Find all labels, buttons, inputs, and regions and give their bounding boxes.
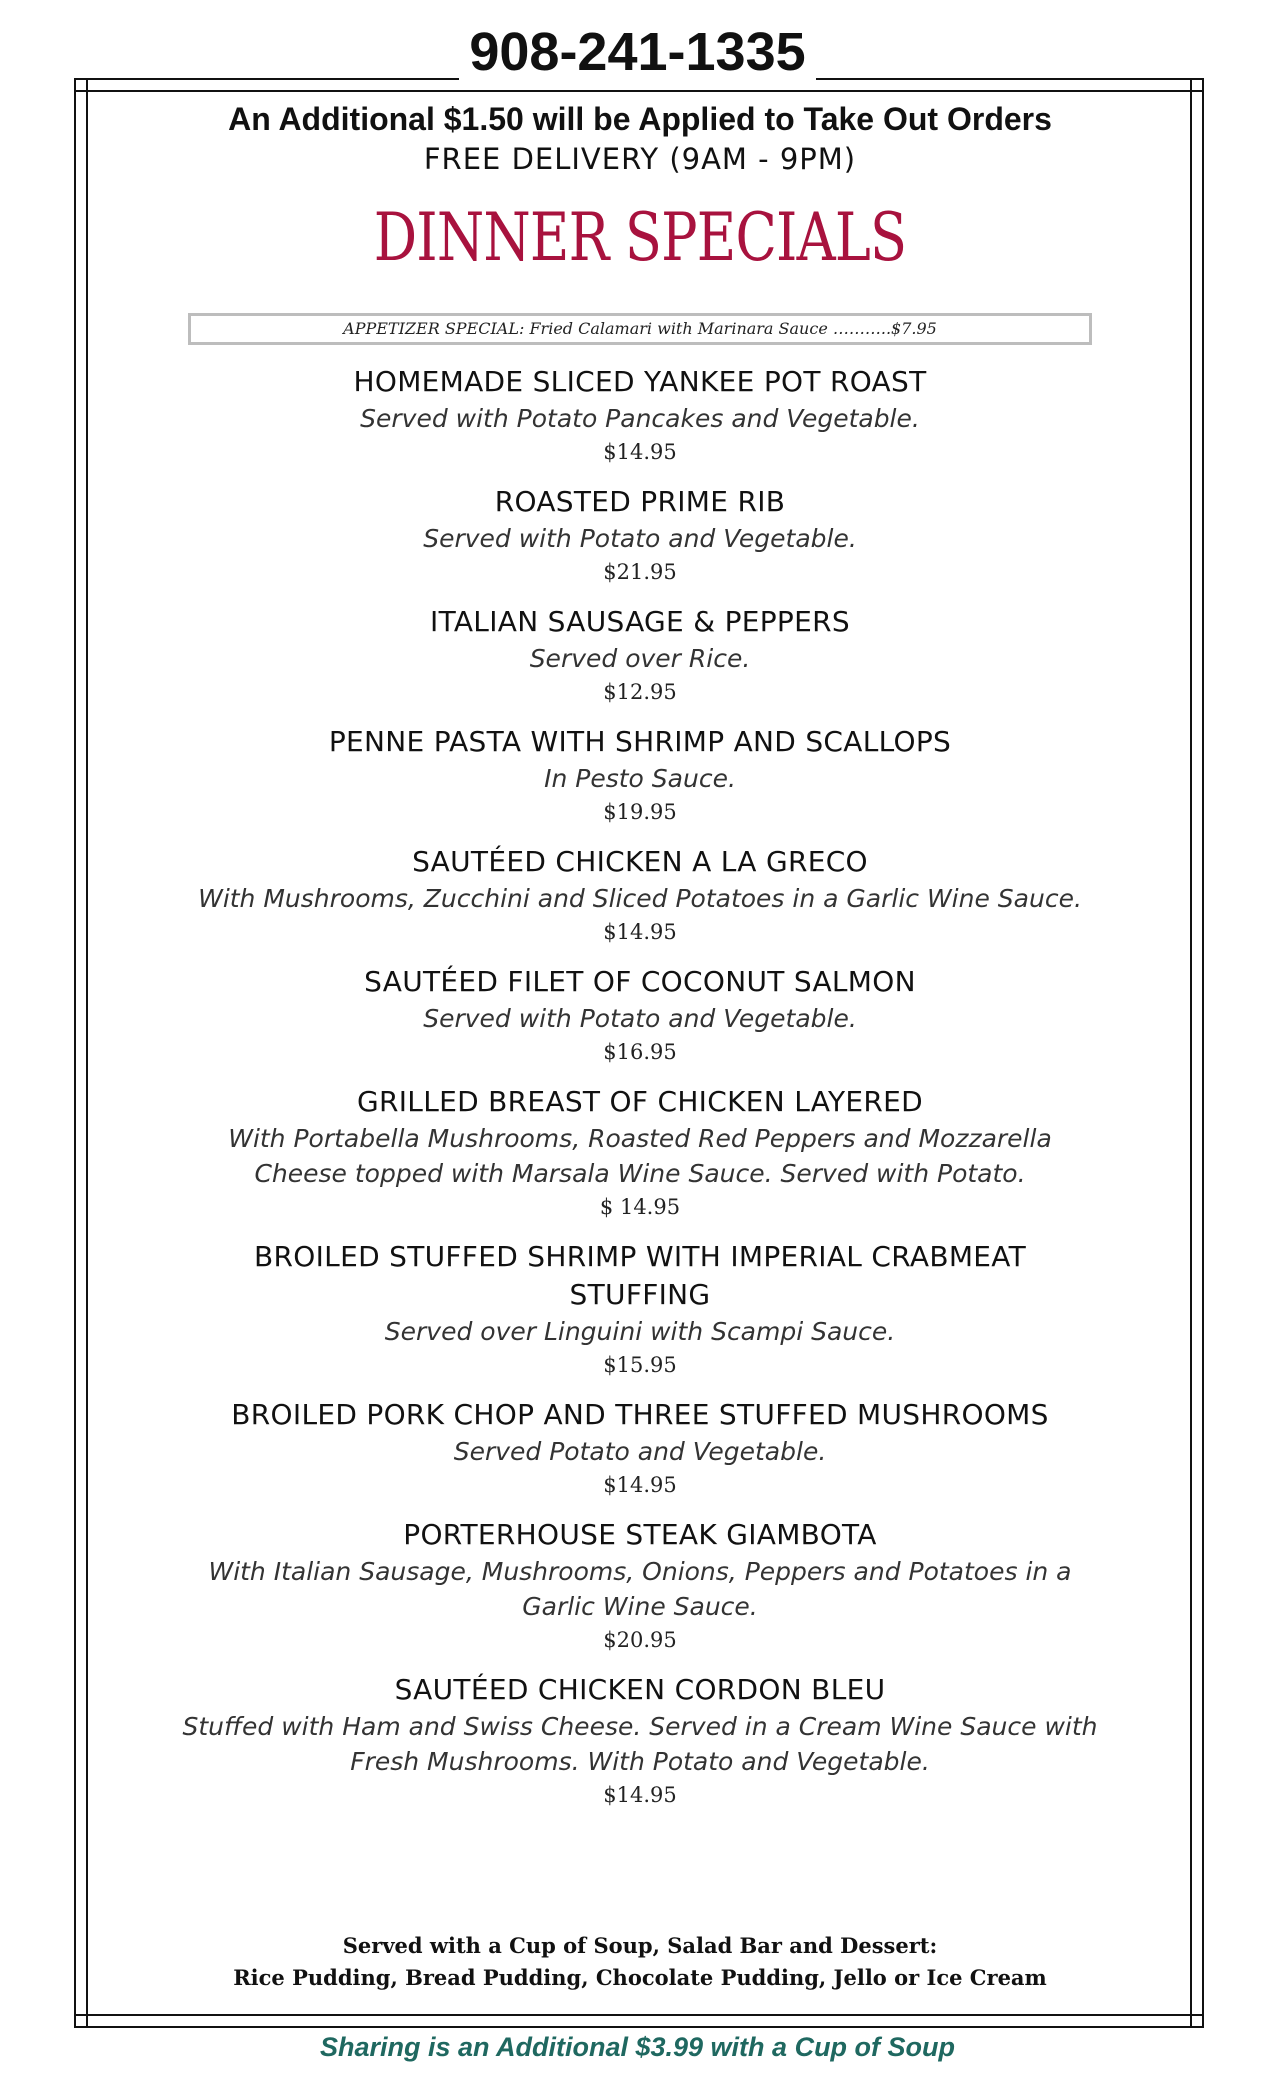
page-title: DINNER SPECIALS xyxy=(373,199,907,276)
menu-item-price: $20.95 xyxy=(603,1628,677,1652)
menu-item-price: $14.95 xyxy=(603,1473,677,1497)
menu-item xyxy=(100,363,1180,468)
menu-item-name: HOMEMADE SLICED YANKEE POT ROAST xyxy=(353,365,927,398)
menu-item-name: BROILED PORK CHOP AND THREE STUFFED MUSHROOMS xyxy=(231,1398,1049,1431)
menu-item xyxy=(100,723,1180,828)
menu-item-price: $16.95 xyxy=(603,1040,677,1064)
menu-item xyxy=(100,1238,1180,1381)
appetizer-special-text: APPETIZER SPECIAL: Fried Calamari with Marinara Sauce ………..$7.95 xyxy=(343,319,937,338)
menu-item xyxy=(100,1516,1180,1656)
menu-item-price: $12.95 xyxy=(603,680,677,704)
menu-item-price: $ 14.95 xyxy=(599,1195,681,1219)
menu-item xyxy=(100,483,1180,588)
menu-item-description: Served with Potato and Vegetable. xyxy=(423,524,857,553)
takeout-notice: An Additional $1.50 will be Applied to Take Out Orders xyxy=(228,101,1052,137)
phone-number-text: 908-241-1335 xyxy=(459,22,815,82)
appetizer-special-box xyxy=(188,313,1092,345)
menu-item-price: $14.95 xyxy=(603,1783,677,1807)
menu-item-price: $19.95 xyxy=(603,800,677,824)
menu-item-description: In Pesto Sauce. xyxy=(544,764,736,793)
menu-item xyxy=(100,843,1180,948)
menu-item-price: $14.95 xyxy=(603,920,677,944)
menu-item-price: $14.95 xyxy=(603,440,677,464)
menu-item-price: $21.95 xyxy=(603,560,677,584)
menu-item-description: Served over Rice. xyxy=(529,644,751,673)
menu-item-description: Cheese topped with Marsala Wine Sauce. Served with Potato. xyxy=(254,1159,1026,1188)
menu-item-description: Fresh Mushrooms. With Potato and Vegetable. xyxy=(350,1747,930,1776)
menu-item-name: ITALIAN SAUSAGE & PEPPERS xyxy=(430,605,850,638)
menu-item-name: SAUTÉED CHICKEN CORDON BLEU xyxy=(394,1673,886,1706)
menu-item-description: Garlic Wine Sauce. xyxy=(522,1592,758,1621)
menu-list xyxy=(100,363,1180,1811)
menu-item-description: Served with Potato Pancakes and Vegetable. xyxy=(360,404,920,433)
menu-item-name: GRILLED BREAST OF CHICKEN LAYERED xyxy=(356,1085,924,1118)
menu-item-description: Served over Linguini with Scampi Sauce. xyxy=(384,1317,896,1346)
menu-item xyxy=(100,1671,1180,1811)
delivery-notice: FREE DELIVERY (9AM - 9PM) xyxy=(423,142,857,176)
menu-item-description: With Portabella Mushrooms, Roasted Red Peppers and Mozzarella xyxy=(228,1124,1052,1153)
served-with-line-1: Served with a Cup of Soup, Salad Bar and Dessert: xyxy=(342,1933,938,1958)
menu-item xyxy=(100,963,1180,1068)
phone-number xyxy=(0,22,1275,82)
menu-item-name: SAUTÉED CHICKEN A LA GRECO xyxy=(412,845,868,878)
served-with-line-2: Rice Pudding, Bread Pudding, Chocolate Pudding, Jello or Ice Cream xyxy=(233,1965,1047,1990)
menu-item xyxy=(100,603,1180,708)
menu-item-description: Served with Potato and Vegetable. xyxy=(423,1004,857,1033)
menu-item-name-continued: STUFFING xyxy=(569,1278,711,1311)
menu-item xyxy=(100,1083,1180,1223)
menu-item-description: With Italian Sausage, Mushrooms, Onions, Peppers and Potatoes in a xyxy=(208,1557,1072,1586)
menu-content xyxy=(100,95,1180,1826)
sharing-notice: Sharing is an Additional $3.99 with a Cup of Soup xyxy=(319,2032,956,2062)
frame-corner-bottom-right xyxy=(1190,2014,1204,2028)
frame-corner-bottom-left xyxy=(74,2014,88,2028)
menu-item-price: $15.95 xyxy=(603,1353,677,1377)
menu-item-name: SAUTÉED FILET OF COCONUT SALMON xyxy=(364,965,916,998)
menu-item-name: BROILED STUFFED SHRIMP WITH IMPERIAL CRABMEAT xyxy=(254,1240,1026,1273)
menu-item-name: PENNE PASTA WITH SHRIMP AND SCALLOPS xyxy=(328,725,952,758)
menu-item-name: ROASTED PRIME RIB xyxy=(494,485,786,518)
served-with-note xyxy=(100,1930,1180,1994)
menu-item-description: With Mushrooms, Zucchini and Sliced Potatoes in a Garlic Wine Sauce. xyxy=(198,884,1082,913)
menu-item xyxy=(100,1396,1180,1501)
menu-item-name: PORTERHOUSE STEAK GIAMBOTA xyxy=(403,1518,877,1551)
menu-item-description: Stuffed with Ham and Swiss Cheese. Served in a Cream Wine Sauce with xyxy=(182,1712,1098,1741)
menu-item-description: Served Potato and Vegetable. xyxy=(453,1437,827,1466)
